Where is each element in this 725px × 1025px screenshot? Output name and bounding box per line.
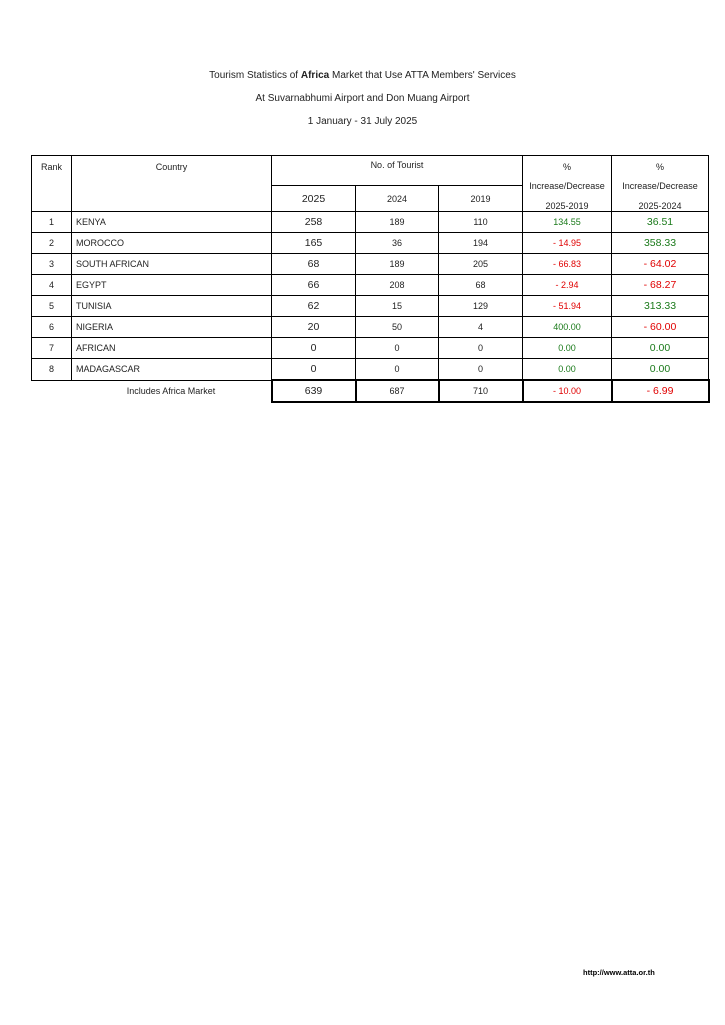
total-spacer <box>32 380 72 402</box>
table-row <box>32 233 709 254</box>
value-2025-cell: 165 <box>272 233 356 254</box>
table-row <box>32 275 709 296</box>
pct-2019-cell: 0.00 <box>523 359 612 381</box>
pct-2024-cell: 313.33 <box>612 296 709 317</box>
rank-cell: 5 <box>32 296 72 317</box>
rank-cell: 2 <box>32 233 72 254</box>
value-2024-cell: 15 <box>356 296 439 317</box>
value-2019-cell: 0 <box>439 359 523 381</box>
value-2019-cell: 194 <box>439 233 523 254</box>
pct-2024-cell: 36.51 <box>612 212 709 233</box>
value-2019-cell: 129 <box>439 296 523 317</box>
country-cell: MOROCCO <box>72 233 272 254</box>
value-2019-cell: 68 <box>439 275 523 296</box>
rank-cell: 4 <box>32 275 72 296</box>
pct-2024-cell: - 68.27 <box>612 275 709 296</box>
rank-cell: 6 <box>32 317 72 338</box>
value-2025-cell: 62 <box>272 296 356 317</box>
pct-2024-cell: 0.00 <box>612 359 709 381</box>
total-pct-2019-cell: - 10.00 <box>523 380 612 402</box>
total-2019-cell: 710 <box>439 380 523 402</box>
table-row <box>32 338 709 359</box>
rank-cell: 7 <box>32 338 72 359</box>
header-pct-2024: % Increase/Decrease 2025-2024 <box>612 156 709 212</box>
value-2025-cell: 66 <box>272 275 356 296</box>
table-row <box>32 212 709 233</box>
table-row <box>32 359 709 381</box>
pct-2024-cell: - 64.02 <box>612 254 709 275</box>
country-cell: KENYA <box>72 212 272 233</box>
rank-cell: 1 <box>32 212 72 233</box>
total-label: Includes Africa Market <box>72 380 272 402</box>
value-2019-cell: 110 <box>439 212 523 233</box>
value-2019-cell: 4 <box>439 317 523 338</box>
country-cell: SOUTH AFRICAN <box>72 254 272 275</box>
report-period: 1 January - 31 July 2025 <box>307 116 418 127</box>
value-2025-cell: 68 <box>272 254 356 275</box>
value-2024-cell: 189 <box>356 212 439 233</box>
value-2025-cell: 20 <box>272 317 356 338</box>
country-cell: TUNISIA <box>72 296 272 317</box>
pct-2019-cell: - 14.95 <box>523 233 612 254</box>
country-cell: EGYPT <box>72 275 272 296</box>
value-2024-cell: 0 <box>356 359 439 381</box>
total-pct-2024-cell: - 6.99 <box>612 380 709 402</box>
table-row <box>32 296 709 317</box>
total-2024-cell: 687 <box>356 380 439 402</box>
header-year-2025: 2025 <box>272 186 356 212</box>
header-year-2019: 2019 <box>439 186 523 212</box>
table-row <box>32 254 709 275</box>
pct-2024-cell: 358.33 <box>612 233 709 254</box>
pct-2019-cell: - 66.83 <box>523 254 612 275</box>
value-2025-cell: 0 <box>272 338 356 359</box>
value-2024-cell: 189 <box>356 254 439 275</box>
country-cell: MADAGASCAR <box>72 359 272 381</box>
value-2025-cell: 0 <box>272 359 356 381</box>
report-subtitle: At Suvarnabhumi Airport and Don Muang Airport <box>255 93 470 104</box>
country-cell: AFRICAN <box>72 338 272 359</box>
value-2024-cell: 0 <box>356 338 439 359</box>
total-2025-cell: 639 <box>272 380 356 402</box>
footer-url: http://www.atta.or.th <box>583 968 655 977</box>
rank-cell: 3 <box>32 254 72 275</box>
header-rank: Rank <box>32 156 72 212</box>
header-country: Country <box>72 156 272 212</box>
value-2025-cell: 258 <box>272 212 356 233</box>
pct-2019-cell: 134.55 <box>523 212 612 233</box>
country-cell: NIGERIA <box>72 317 272 338</box>
pct-2019-cell: 400.00 <box>523 317 612 338</box>
table-row <box>32 317 709 338</box>
value-2024-cell: 208 <box>356 275 439 296</box>
total-row <box>32 380 709 402</box>
value-2019-cell: 205 <box>439 254 523 275</box>
header-row <box>32 156 709 186</box>
value-2024-cell: 36 <box>356 233 439 254</box>
pct-2024-cell: - 60.00 <box>612 317 709 338</box>
tourism-stats-table <box>31 155 710 403</box>
rank-cell: 8 <box>32 359 72 381</box>
header-year-2024: 2024 <box>356 186 439 212</box>
header-pct-2019: % Increase/Decrease 2025-2019 <box>523 156 612 212</box>
report-title: Tourism Statistics of Africa Market that Use ATTA Members' Services <box>209 70 516 81</box>
value-2024-cell: 50 <box>356 317 439 338</box>
pct-2019-cell: - 51.94 <box>523 296 612 317</box>
pct-2024-cell: 0.00 <box>612 338 709 359</box>
pct-2019-cell: - 2.94 <box>523 275 612 296</box>
pct-2019-cell: 0.00 <box>523 338 612 359</box>
header-tourists: No. of Tourist <box>272 156 523 186</box>
value-2019-cell: 0 <box>439 338 523 359</box>
